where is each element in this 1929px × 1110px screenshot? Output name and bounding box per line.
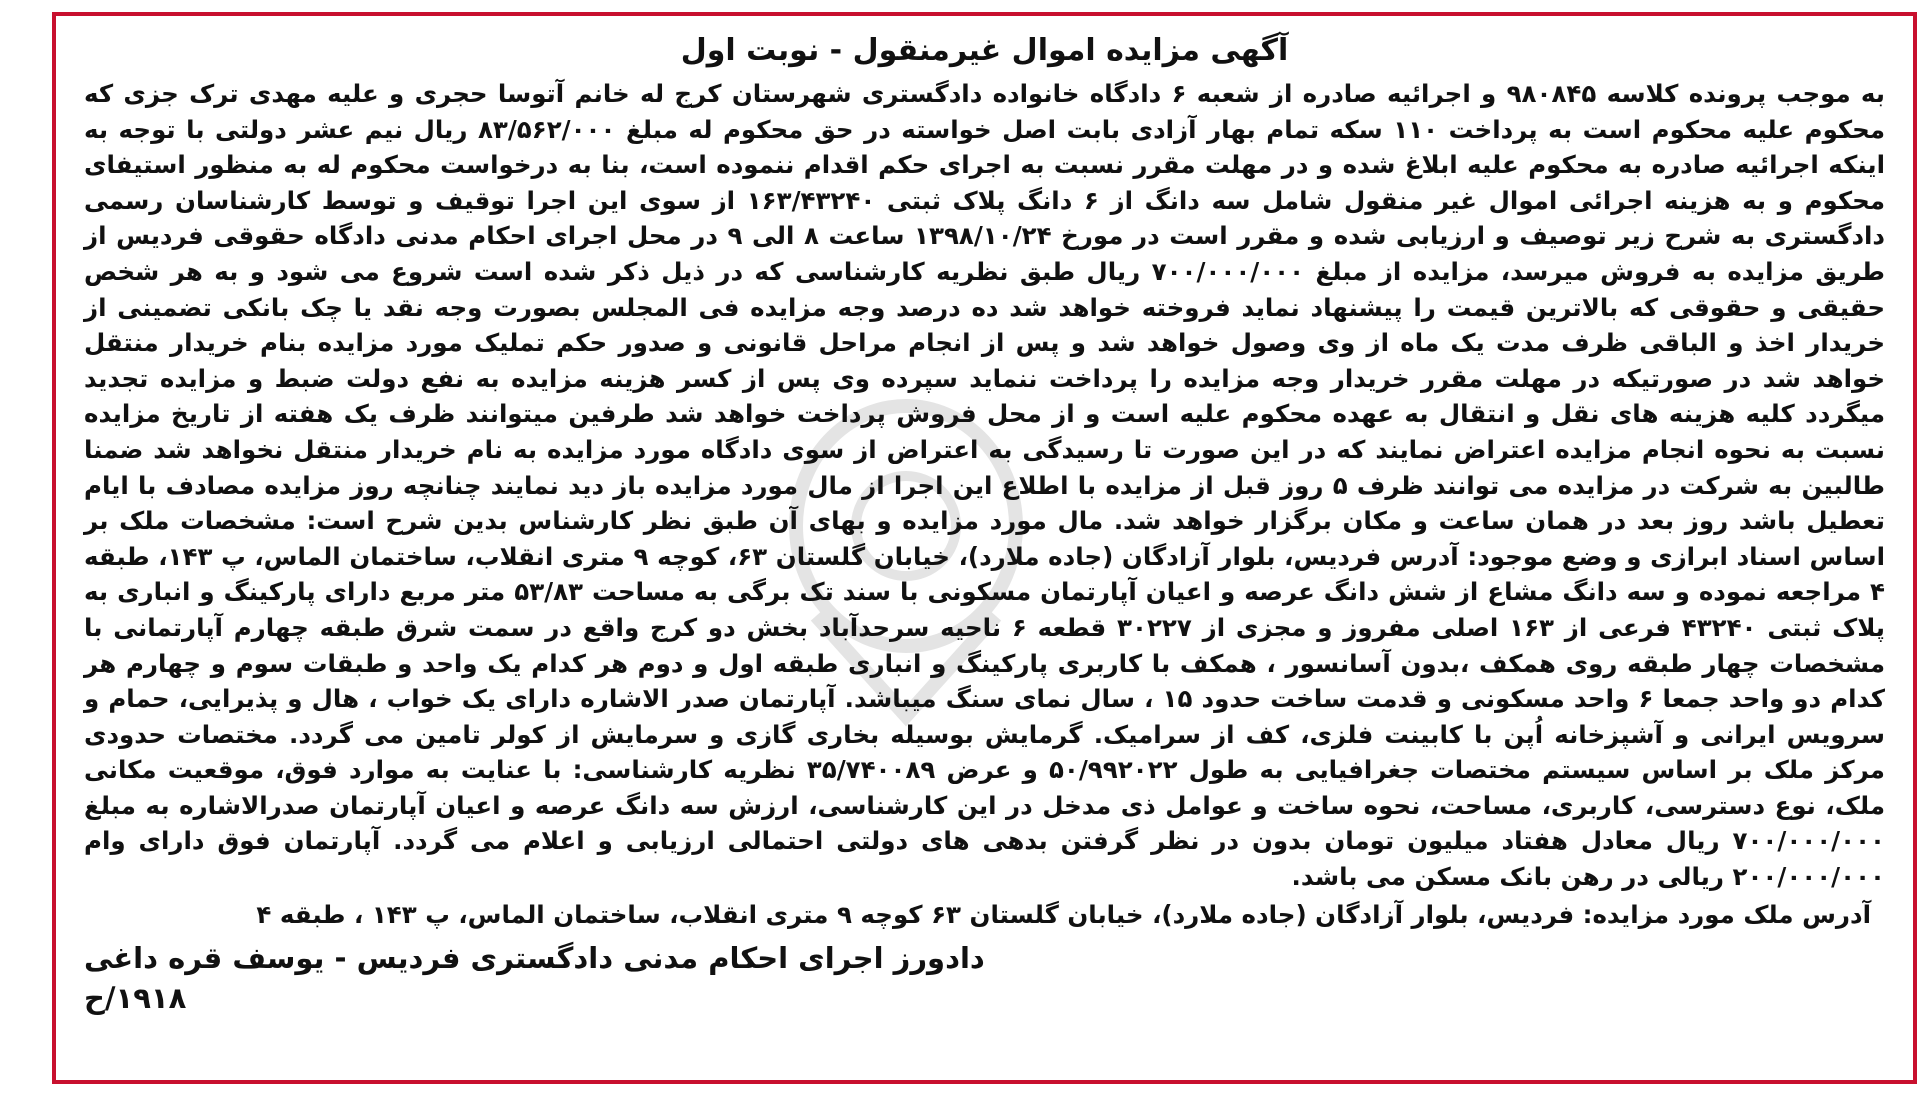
notice-body: به موجب پرونده کلاسه ۹۸۰۸۴۵ و اجرائیه صادره از شعبه ۶ دادگاه خانواده دادگستری شهرستان کرج له خانم آتوسا حجری و علیه مهدی ترک جزی که محکوم علیه محکوم است به پرداخت ۱۱۰ سکه تمام بهار آزادی بابت اصل خواسته در حق محکوم له مبلغ ۸۳/۵۶۲/۰۰۰ ریال نیم عشر دولتی با توجه به اینکه اجرائیه صادره به محکوم علیه ابلاغ شده و در مهلت مقرر نسبت به اجرای حکم اقدام ننموده است، بنا به درخواست محکوم له به منظور استیفای محکوم و به هزینه اجرائی اموال غیر منقول شامل سه دانگ از ۶ دانگ پلاک ثبتی ۱۶۳/۴۳۲۴۰ از سوی این اجرا توقیف و توسط کارشناسان رسمی دادگستری به شرح زیر توصیف و ارزیابی شده و مقرر است در مورخ ۱۳۹۸/۱۰/۲۴ ساعت ۸ الی ۹ در محل اجرای احکام مدنی دادگاه حقوقی فردیس از طریق مزایده به فروش میرسد، مزایده از مبلغ ۷۰۰/۰۰۰/۰۰۰ ریال طبق نظریه کارشناسی که در ذیل ذکر شده است شروع می شود و به هر شخص حقیقی و حقوقی که بالاترین قیمت را پیشنهاد نماید فروخته خواهد شد ده درصد وجه مزایده فی المجلس بصورت وجه نقد یا چک بانکی تضمینی از خریدار اخذ و الباقی ظرف مدت یک ماه از وی وصول خواهد شد و پس از انجام مراحل قانونی و صدور حکم تملیک مورد مزایده بنام خریدار منتقل خواهد شد در صورتیکه در مهلت مقرر خریدار وجه مزایده را پرداخت ننماید سپرده وی پس از کسر هزینه مزایده به نفع دولت ضبط و مزایده تجدید میگردد کلیه هزینه های نقل و انتقال به عهده محکوم علیه است و از محل فروش پرداخت خواهد شد طرفین میتوانند ظرف یک هفته از تاریخ مزایده نسبت به نحوه انجام مزایده اعتراض نمایند که در این صورت تا رسیدگی به اعتراض از سوی دادگاه مورد مزایده به نام خریدار منتقل نخواهد شد ضمنا طالبین به شرکت در مزایده می توانند ظرف ۵ روز قبل از مزایده با اطلاع این اجرا از مال مورد مزایده باز دید نمایند چنانچه روز مزایده مصادف با ایام تعطیل باشد روز بعد در همان ساعت و مکان برگزار خواهد شد. مال مورد مزایده و بهای آن طبق نظر کارشناس بدین شرح است: مشخصات ملک بر اساس اسناد ابرازی و وضع موجود: آدرس فردیس، بلوار آزادگان (جاده ملارد)، خیابان گلستان ۶۳، کوچه ۹ متری انقلاب، ساختمان الماس، پ ۱۴۳، طبقه ۴ مراجعه نموده و سه دانگ مشاع از شش دانگ عرصه و اعیان آپارتمان مسکونی با سند تک برگی به مساحت ۵۳/۸۳ متر مربع دارای پارکینگ و انباری به پلاک ثبتی ۴۳۲۴۰ فرعی از ۱۶۳ اصلی مفروز و مجزی از ۳۰۲۲۷ قطعه ۶ ناحیه سرحدآباد بخش دو کرج واقع در سمت شرق طبقه چهارم آپارتمانی با مشخصات چهار طبقه روی همکف ،بدون آسانسور ، همکف با کاربری پارکینگ و انباری طبقه اول و دوم هر کدام یک واحد و طبقات سوم و چهارم هر کدام دو واحد جمعا ۶ واحد مسکونی و قدمت ساخت حدود ۱۵ ، سال نمای سنگ میباشد. آپارتمان صدر الاشاره دارای یک خواب ، هال و پذیرایی، حمام و سرویس ایرانی و آشپزخانه اُپن با کابینت فلزی، کف از سرامیک. گرمایش بوسیله بخاری گازی و سرمایش از کولر تامین می گردد. مختصات حدودی مرکز ملک بر اساس سیستم مختصات جغرافیایی به طول ۵۰/۹۹۲۰۲۲ و عرض ۳۵/۷۴۰۰۸۹ نظریه کارشناسی: با عنایت به موارد فوق، موقعیت مکانی ملک، نوع دسترسی، کاربری، مساحت، نحوه ساخت و عوامل ذی مدخل در این کارشناسی، ارزش سه دانگ عرصه و اعیان آپارتمان صدرالاشاره به مبلغ ۷۰۰/۰۰۰/۰۰۰ ریال معادل هفتاد میلیون تومان بدون در نظر گرفتن بدهی های دولتی احتمالی ارزیابی و اعلام می گردد. آپارتمان فوق دارای وام ۲۰۰/۰۰۰/۰۰۰ ریالی در رهن بانک مسکن می باشد. bbox=[84, 79, 1886, 892]
auction-notice bbox=[84, 30, 1885, 1018]
signature-line: دادورز اجرای احکام مدنی دادگستری فردیس - یوسف قره داغی bbox=[84, 941, 985, 976]
notice-title: آگهی مزایده اموال غیرمنقول - نوبت اول bbox=[680, 33, 1289, 68]
property-address: آدرس ملک مورد مزایده: فردیس، بلوار آزادگان (جاده ملارد)، خیابان گلستان ۶۳ کوچه ۹ متری انقلاب، ساختمان الماس، پ ۱۴۳ ، طبقه ۴ bbox=[256, 899, 1871, 929]
notice-frame bbox=[52, 12, 1917, 1084]
notice-code: ۱۹۱۸/ح bbox=[84, 981, 187, 1016]
